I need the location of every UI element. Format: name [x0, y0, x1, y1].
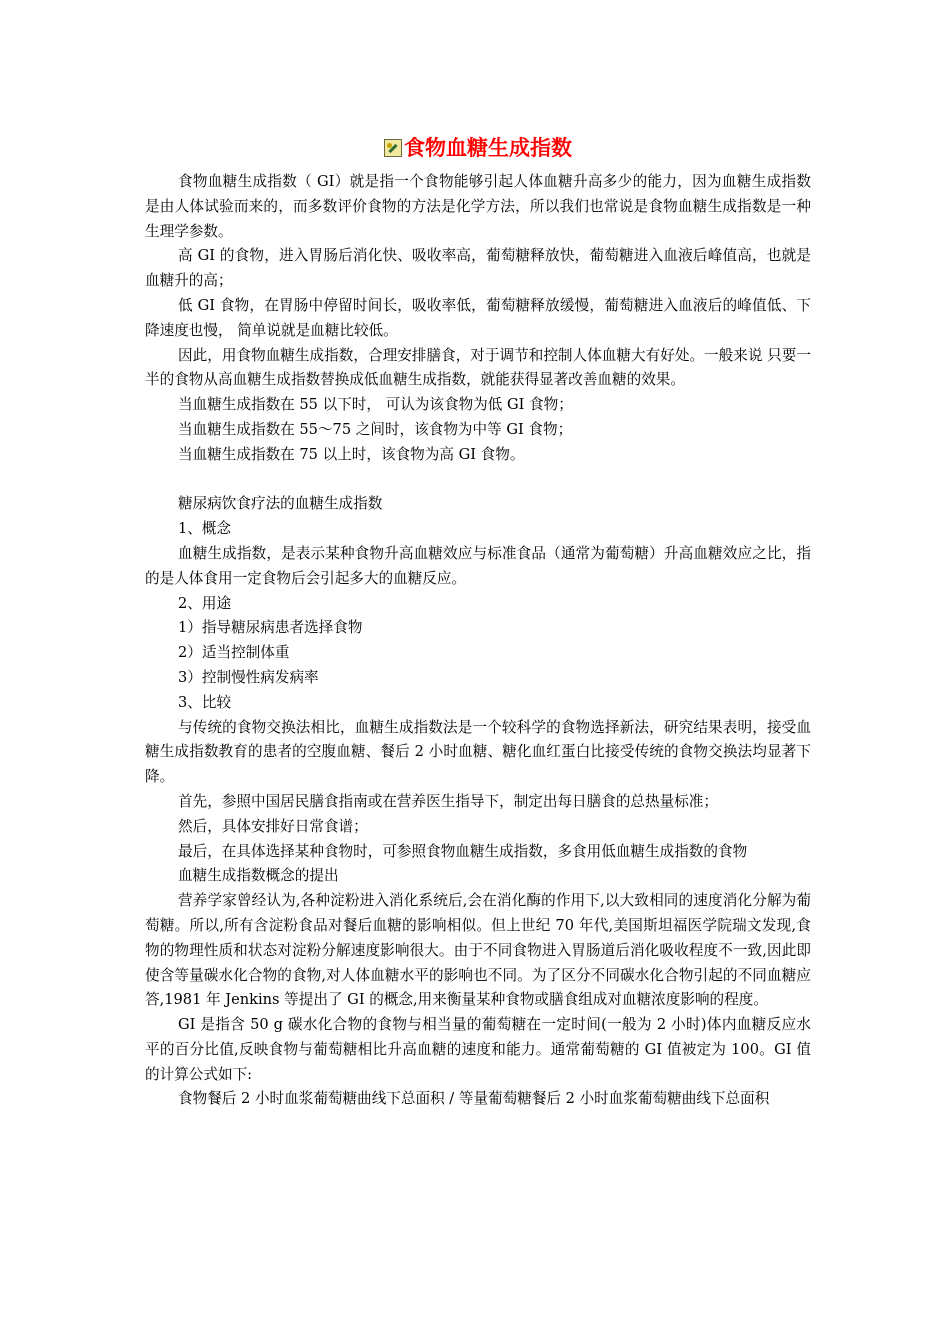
body-paragraph: 当血糖生成指数在 55 以下时， 可认为该食物为低 GI 食物； — [178, 396, 573, 414]
body-paragraph: 血糖生成指数，是表示某种食物升高血糖效应与标准食品（通常为葡萄糖）升高血糖效应之比，指的是人体食用一定食物后会引起多大的血糖反应。 — [145, 544, 811, 587]
document-page — [145, 128, 811, 1112]
body-paragraph: 食物餐后 2 小时血浆葡萄糖曲线下总面积 / 等量葡萄糖餐后 2 小时血浆葡萄糖曲线下总面积 — [178, 1090, 770, 1108]
document-title: 食物血糖生成指数 — [404, 136, 572, 160]
body-paragraph: 低 GI 食物，在胃肠中停留时间长，吸收率低，葡萄糖释放缓慢，葡萄糖进入血液后的峰值低、下降速度也慢， 简单说就是血糖比较低。 — [145, 296, 811, 339]
body-paragraph: 当血糖生成指数在 55～75 之间时，该食物为中等 GI 食物； — [178, 420, 573, 438]
body-paragraph: GI 是指含 50 g 碳水化合物的食物与相当量的葡萄糖在一定时间(一般为 2 小时)体内血糖反应水平的百分比值,反映食物与葡萄糖相比升高血糖的速度和能力。通常葡萄糖的 GI 值被定为 100。GI 值的计算公式如下: — [145, 1016, 811, 1083]
body-paragraph: 1）指导糖尿病患者选择食物 — [178, 619, 363, 637]
body-paragraph: 高 GI 的食物，进入胃肠后消化快、吸收率高，葡萄糖释放快，葡萄糖进入血液后峰值高，也就是血糖升的高； — [145, 247, 811, 290]
body-paragraph: 与传统的食物交换法相比，血糖生成指数法是一个较科学的食物选择新法，研究结果表明，接受血糖生成指数教育的患者的空腹血糖、餐后 2 小时血糖、糖化血红蛋白比接受传统的食物交换法均显著下降。 — [145, 718, 811, 786]
body-paragraph: 食物血糖生成指数（ GI）就是指一个食物能够引起人体血糖升高多少的能力，因为血糖生成指数是由人体试验而来的，而多数评价食物的方法是化学方法，所以我们也常说是食物血糖生成指数是一种生理学参数。 — [145, 173, 811, 240]
body-paragraph: 2）适当控制体重 — [178, 644, 290, 662]
blank-line — [145, 468, 811, 493]
body-paragraph: 当血糖生成指数在 75 以上时，该食物为高 GI 食物。 — [178, 445, 525, 463]
document-body — [145, 170, 811, 1112]
body-paragraph: 首先，参照中国居民膳食指南或在营养医生指导下，制定出每日膳食的总热量标准； — [178, 792, 718, 810]
body-paragraph: 糖尿病饮食疗法的血糖生成指数 — [178, 495, 383, 513]
body-paragraph: 血糖生成指数概念的提出 — [178, 867, 339, 885]
body-paragraph: 营养学家曾经认为,各种淀粉进入消化系统后,会在消化酶的作用下,以大致相同的速度消化分解为葡萄糖。所以,所有含淀粉食品对餐后血糖的影响相似。但上世纪 70 年代,美国斯坦福医学院瑞文发现,食物的物理性质和状态对淀粉分解速度影响很大。由于不同食物进入胃肠道后消化吸收程度不一致,因此即使含等量碳水化合物的食物,对人体血糖水平的影响也不同。为了区分不同碳水化合物引起的不同血糖应答,1981 年 Jenkins 等提出了 GI 的概念,用来衡量某种食物或膳食组成对血糖浓度影响的程度。 — [145, 892, 811, 1009]
body-paragraph: 3）控制慢性病发病率 — [178, 668, 319, 686]
body-paragraph: 3、比较 — [178, 693, 232, 711]
body-paragraph: 1、概念 — [178, 520, 232, 538]
body-paragraph: 然后，具体安排好日常食谱； — [178, 817, 368, 835]
document-title-row — [145, 128, 811, 168]
body-paragraph: 最后，在具体选择某种食物时，可参照食物血糖生成指数，多食用低血糖生成指数的食物 — [178, 842, 748, 860]
body-paragraph: 2、用途 — [178, 594, 232, 612]
image-placeholder-icon — [384, 139, 402, 157]
body-paragraph: 因此，用食物血糖生成指数，合理安排膳食，对于调节和控制人体血糖大有好处。一般来说 只要一半的食物从高血糖生成指数替换成低血糖生成指数，就能获得显著改善血糖的效果。 — [145, 346, 811, 389]
